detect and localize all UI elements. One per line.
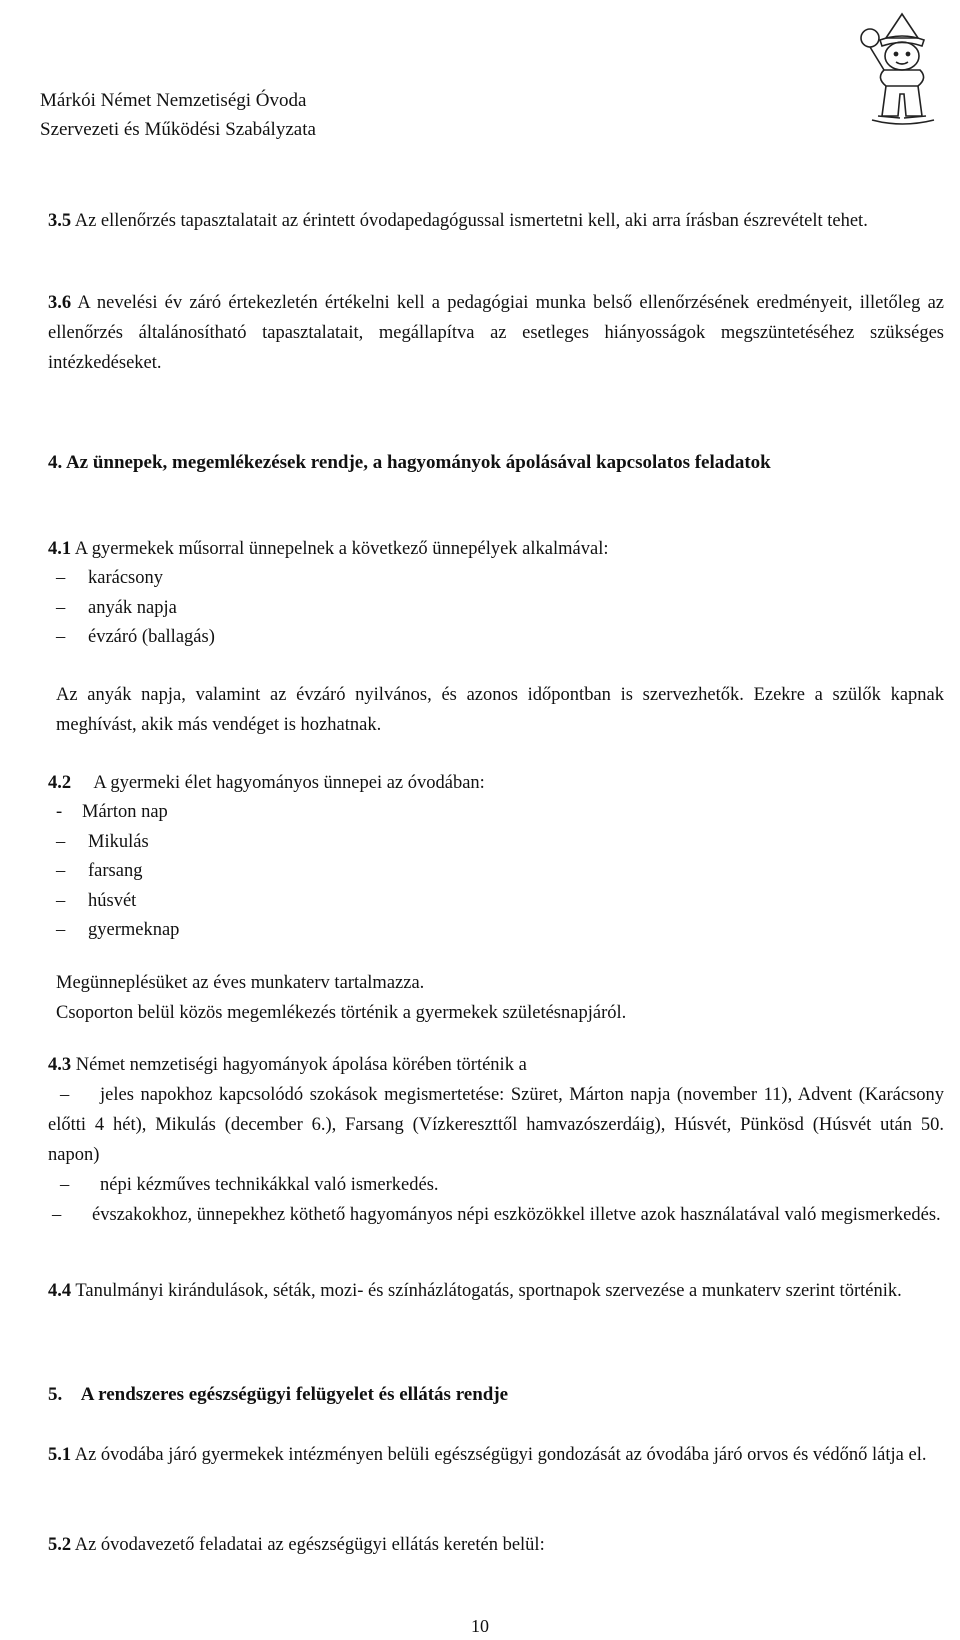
list-item: – gyermeknap [56,920,180,940]
section-text: A nevelési év záró értekezletén értékelni kell a pedagógiai munka belső ellenőrzésének eredményeit, illetőleg az ellenőrzés általánosítható tapasztalatait, megállapítva az esetleges hiányosságok megszüntetéséhez szükséges intézkedéseket. [48,293,944,373]
header-document-title: Szervezeti és Működési Szabályzata [40,119,316,140]
section-number: 3.5 [48,211,72,231]
section-4-2-note [56,968,944,1028]
list-item: – jeles napokhoz kapcsolódó szokások megismertetése: Szüret, Márton napja (november 11), Advent (Karácsony előtti 4 hét), Mikulás (december 6.), Farsang (Vízkereszttől hamvazószerdáig), Húsvét, Pünkösd (Húsvét után 50. napon) [48,1085,944,1165]
section-text: Tanulmányi kirándulások, séták, mozi- és színházlátogatás, sportnapok szervezése a munkaterv szerint történik. [75,1281,902,1301]
note-line: Megünneplésüket az éves munkaterv tartalmazza. [56,973,425,993]
section-3-6 [48,288,944,378]
document-header [40,86,316,144]
heading-section-5 [48,1380,944,1409]
section-text: Az ellenőrzés tapasztalatait az érintett óvodapedagógussal ismertetni kell, aki arra írásban észrevételt tehet. [74,211,868,231]
child-with-hat-illustration-icon [856,8,948,138]
heading-number: 4. [48,452,63,473]
section-number: 3.6 [48,293,72,313]
section-5-1 [48,1440,944,1470]
section-4-1-intro [48,534,944,564]
list-item: – Mikulás [56,831,149,852]
section-number: 4.3 [48,1055,72,1075]
list-item: – anyák napja [56,597,177,618]
section-4-2-intro [48,768,944,798]
heading-text: Az ünnepek, megemlékezések rendje, a hagyományok ápolásával kapcsolatos feladatok [65,452,771,473]
heading-number: 5. [48,1384,63,1405]
header-institution: Márkói Német Nemzetiségi Óvoda [40,90,307,111]
section-4-3-intro [48,1050,944,1080]
section-3-5 [48,206,944,236]
section-4-1-list [56,564,936,653]
list-item: – évzáró (ballagás) [56,627,215,647]
section-number: 5.2 [48,1535,72,1555]
section-4-2-list [56,798,936,946]
section-number: 5.1 [48,1445,72,1465]
list-item: – népi kézműves technikákkal való ismerkedés. [60,1175,439,1195]
section-text: A gyermekek műsorral ünnepelnek a következő ünnepélyek alkalmával: [74,539,609,559]
section-number: 4.1 [48,539,72,559]
section-text: A gyermeki élet hagyományos ünnepei az óvodában: [93,773,485,793]
section-4-4 [48,1276,944,1306]
section-number: 4.2 [48,773,72,793]
heading-section-4 [48,448,944,477]
list-item: – karácsony [56,568,163,588]
heading-text: A rendszeres egészségügyi felügyelet és ellátás rendje [80,1384,509,1405]
list-item: – évszakokhoz, ünnepekhez köthető hagyományos népi eszközökkel illetve azok használatával való megismerkedés. [52,1205,941,1225]
section-4-3-list [48,1080,944,1230]
section-5-2 [48,1530,944,1560]
section-4-1-note: Az anyák napja, valamint az évzáró nyilvános, és azonos időpontban is szervezhetők. Ezekre a szülők kapnak meghívást, akik más vendéget is hozhatnak. [56,685,944,735]
note-line: Csoporton belül közös megemlékezés történik a gyermekek születésnapjáról. [56,1003,627,1023]
section-text: Az óvodavezető feladatai az egészségügyi ellátás keretén belül: [74,1535,545,1555]
section-text: Német nemzetiségi hagyományok ápolása körében történik a [75,1055,527,1075]
section-text: Az óvodába járó gyermekek intézményen belüli egészségügyi gondozását az óvodába járó orvos és védőnő látja el. [74,1445,927,1465]
list-item: – húsvét [56,890,137,911]
section-number: 4.4 [48,1281,72,1301]
list-item: - Márton nap [56,802,168,822]
page-number: 10 [471,1616,489,1636]
list-item: – farsang [56,861,143,881]
